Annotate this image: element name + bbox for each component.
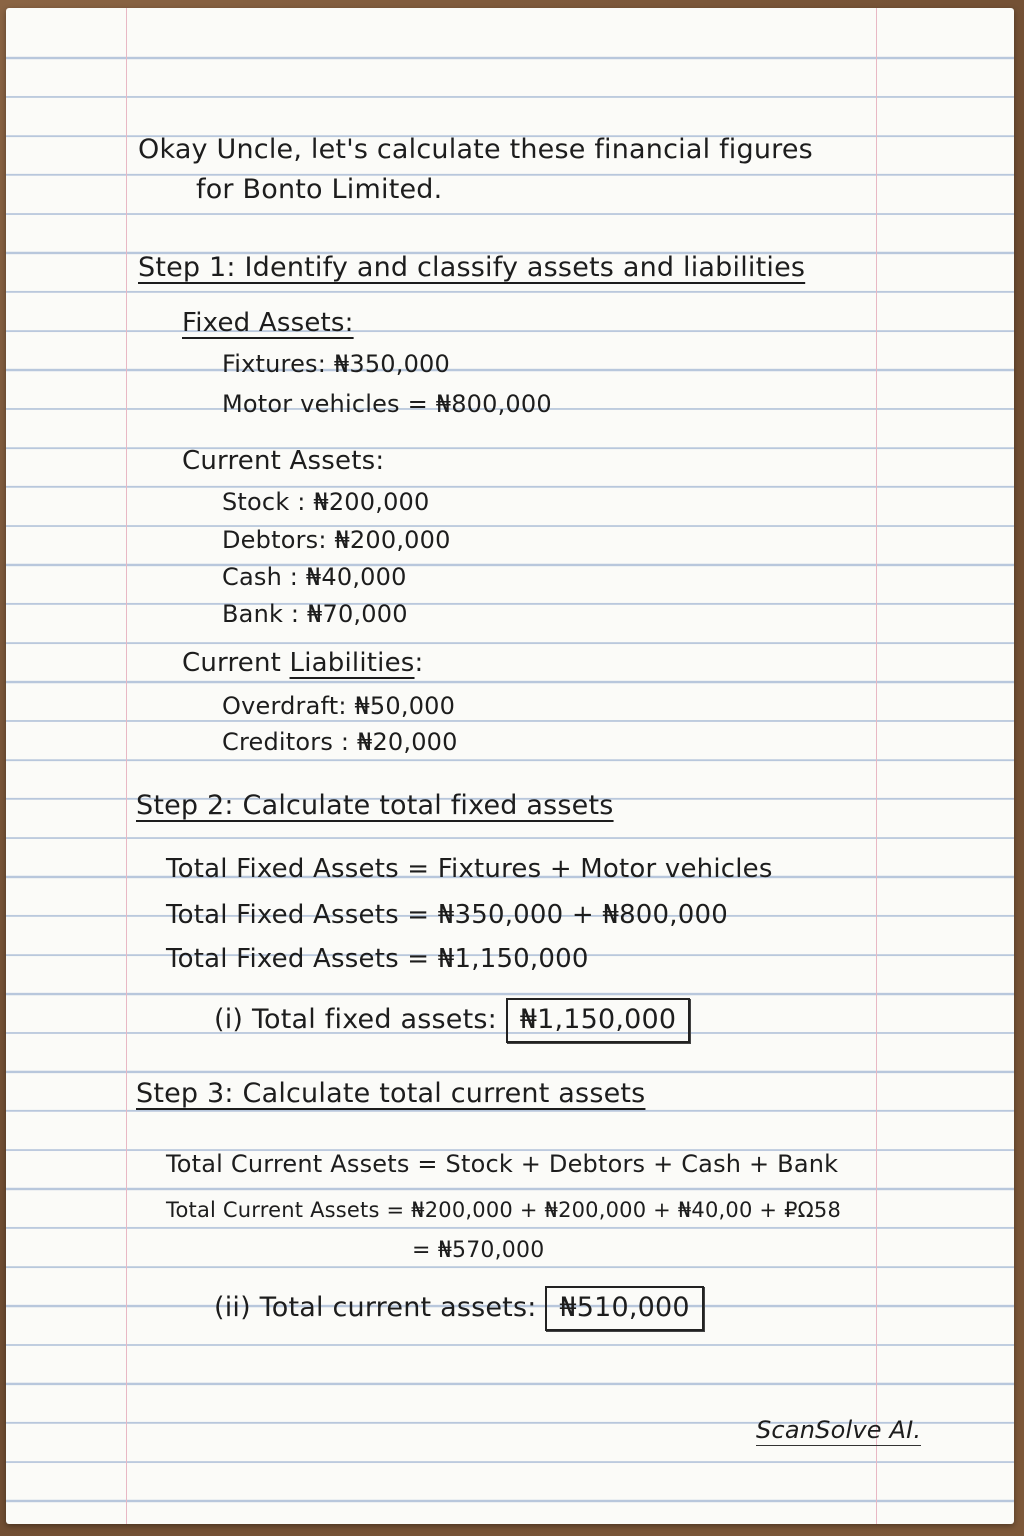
current-assets-title: Current Assets: (182, 446, 385, 476)
fixed-asset-item: Motor vehicles = ₦800,000 (222, 390, 552, 418)
step2-equation-line: Total Fixed Assets = ₦350,000 + ₦800,000 (166, 900, 728, 930)
total-current-assets-value-box: ₦510,000 (545, 1286, 703, 1331)
current-asset-item: Bank : ₦70,000 (222, 600, 408, 628)
left-margin-line (126, 8, 127, 1524)
total-fixed-assets-value-box: ₦1,150,000 (506, 998, 691, 1043)
current-liabilities-prefix: Current (182, 648, 290, 678)
current-asset-item: Cash : ₦40,000 (222, 563, 407, 591)
current-asset-item: Debtors: ₦200,000 (222, 526, 451, 554)
current-asset-item: Stock : ₦200,000 (222, 488, 430, 516)
total-fixed-assets-label: (i) Total fixed assets: (214, 1004, 497, 1035)
fixed-asset-item: Fixtures: ₦350,000 (222, 350, 450, 378)
step3-equation-line: = ₦570,000 (412, 1238, 545, 1263)
step2-equation-line: Total Fixed Assets = ₦1,150,000 (166, 944, 589, 974)
step3-equation-line: Total Current Assets = Stock + Debtors + Cash + Bank (166, 1150, 839, 1178)
current-liabilities-suffix: : (414, 648, 424, 678)
lined-notebook-paper (6, 8, 1014, 1524)
right-margin-line (876, 8, 877, 1524)
step2-equation-line: Total Fixed Assets = Fixtures + Motor vehicles (166, 854, 773, 884)
fixed-assets-title: Fixed Assets: (182, 308, 354, 338)
current-liability-item: Creditors : ₦20,000 (222, 728, 458, 756)
step1-heading: Step 1: Identify and classify assets and liabilities (138, 252, 806, 283)
total-current-assets-answer (214, 1292, 704, 1323)
current-liabilities-word: Liabilities (289, 648, 415, 678)
current-liability-item: Overdraft: ₦50,000 (222, 692, 456, 720)
intro-line-2: for Bonto Limited. (196, 174, 443, 205)
signature: ScanSolve AI. (756, 1416, 922, 1444)
step3-equation-line: Total Current Assets = ₦200,000 + ₦200,000 + ₦40,00 + ₽Ω58 (166, 1198, 842, 1222)
step3-heading: Step 3: Calculate total current assets (136, 1078, 646, 1109)
step2-heading: Step 2: Calculate total fixed assets (136, 790, 614, 821)
intro-line-1: Okay Uncle, let's calculate these financial figures (138, 134, 813, 165)
total-fixed-assets-answer (214, 1004, 690, 1035)
total-current-assets-label: (ii) Total current assets: (214, 1292, 537, 1323)
current-liabilities-title (182, 648, 423, 678)
